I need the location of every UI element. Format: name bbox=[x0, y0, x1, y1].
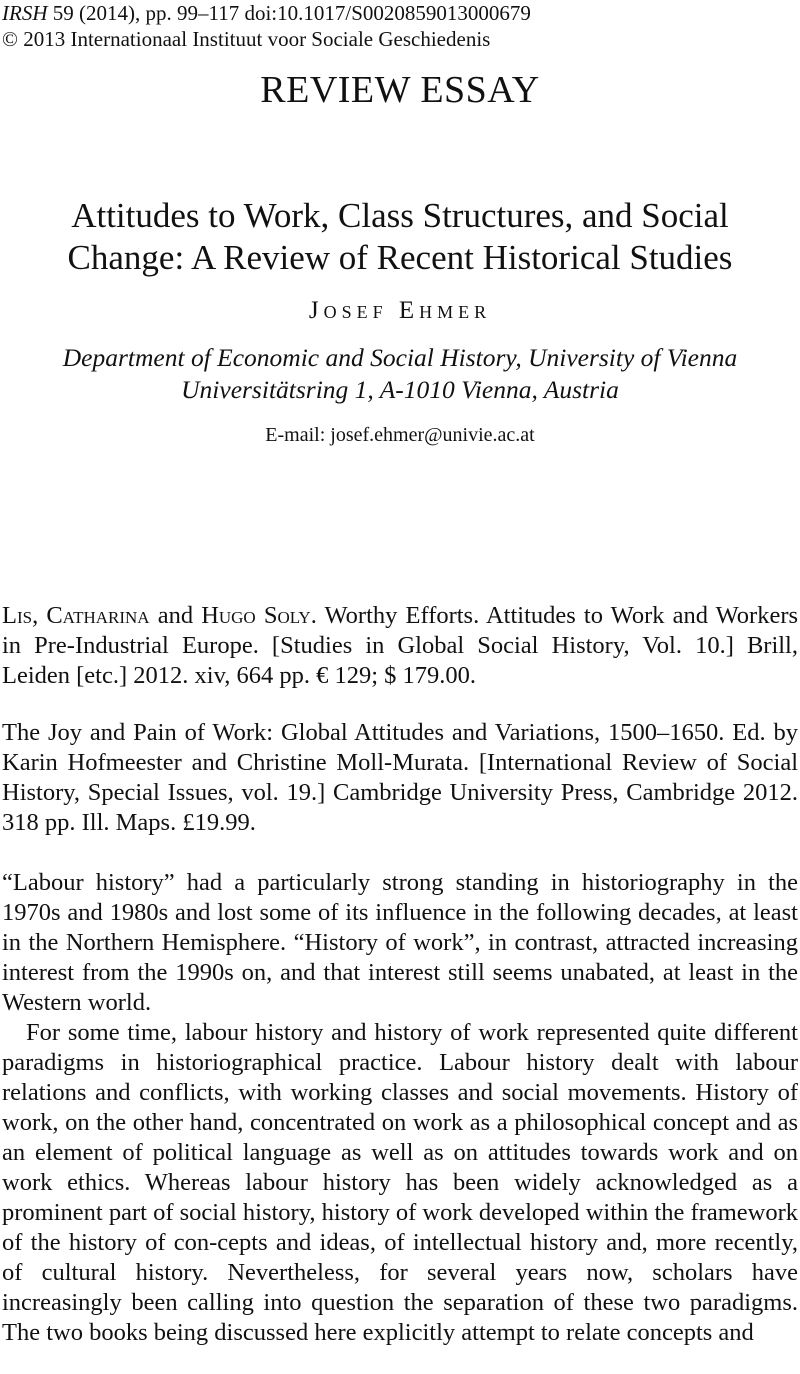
copyright-line: © 2013 Internationaal Instituut voor Sociale Geschiedenis bbox=[2, 27, 491, 51]
section-label: REVIEW ESSAY bbox=[260, 69, 540, 111]
article-title: Attitudes to Work, Class Structures, and Social Change: A Review of Recent Historical Studies bbox=[67, 196, 733, 277]
affiliation-address: Universitätsring 1, A-1010 Vienna, Austria bbox=[181, 375, 619, 404]
reviewed-book-entry: Lis, Catharina and Hugo Soly. Worthy Efforts. Attitudes to Work and Workers in Pre-Industrial Europe. [Studies in Global Social History, Vol. 10.] Brill, Leiden [etc.] 2012. xiv, 664 pp. € 129; $ 179.00. bbox=[2, 602, 799, 689]
author-email: E-mail: josef.ehmer@univie.ac.at bbox=[265, 424, 535, 446]
citation-line bbox=[2, 0, 798, 26]
reviewed-books bbox=[2, 601, 798, 865]
book-details: . Worthy Efforts. Attitudes to Work and Workers in Pre-Industrial Europe. [Studies in Global Social History, Vol. 10.] Brill, Leiden [etc.] 2012. xiv, 664 pp. € 129; $ 179.00. bbox=[2, 602, 799, 689]
body-paragraph: For some time, labour history and history of work represented quite different paradigms in historiographical practice. Labour history dealt with labour relations and conflicts, with working classes and social movements. History of work, on the other hand, concentrated on work as a philosophical concept and as an element of political language as well as on attitudes towards work and on work ethics. Whereas labour history has been widely acknowledged as a prominent part of social history, history of work developed within the framework of the history of con-cepts and ideas, of intellectual history and, more recently, of cultural history. Nevertheless, for several years now, scholars have increasingly been calling into question the separation of these two paradigms. The two books being discussed here explicitly attempt to relate concepts and bbox=[2, 1019, 798, 1346]
author-joiner: and bbox=[149, 602, 202, 629]
body-paragraph: “Labour history” had a particularly strong standing in historiography in the 1970s and 1980s and lost some of its influence in the following decades, at least in the Northern Hemisphere. “History of work”, in contrast, attracted increasing interest from the 1990s on, and that interest still seems unabated, at least in the Western world. bbox=[2, 869, 798, 1016]
author-given-name: Hugo bbox=[201, 602, 256, 629]
affiliation-department: Department of Economic and Social History, University of Vienna bbox=[62, 343, 738, 372]
citation-details: 59 (2014), pp. 99–117 doi:10.1017/S0020859013000679 bbox=[47, 1, 531, 25]
author-name: Josef Ehmer bbox=[308, 297, 492, 324]
author-surname: Soly bbox=[263, 602, 311, 629]
author-given-name: Catharina bbox=[46, 602, 150, 629]
journal-header bbox=[2, 0, 798, 52]
author-affiliation bbox=[0, 342, 800, 406]
journal-abbreviation: IRSH bbox=[2, 1, 48, 25]
author-surname: Lis bbox=[2, 602, 33, 629]
essay-body bbox=[2, 868, 798, 1348]
reviewed-book-entry: The Joy and Pain of Work: Global Attitudes and Variations, 1500–1650. Ed. by Karin Hofmeester and Christine Moll-Murata. [International Review of Social History, Special Issues, vol. 19.] Cambridge University Press, Cambridge 2012. 318 pp. Ill. Maps. £19.99. bbox=[2, 719, 798, 836]
